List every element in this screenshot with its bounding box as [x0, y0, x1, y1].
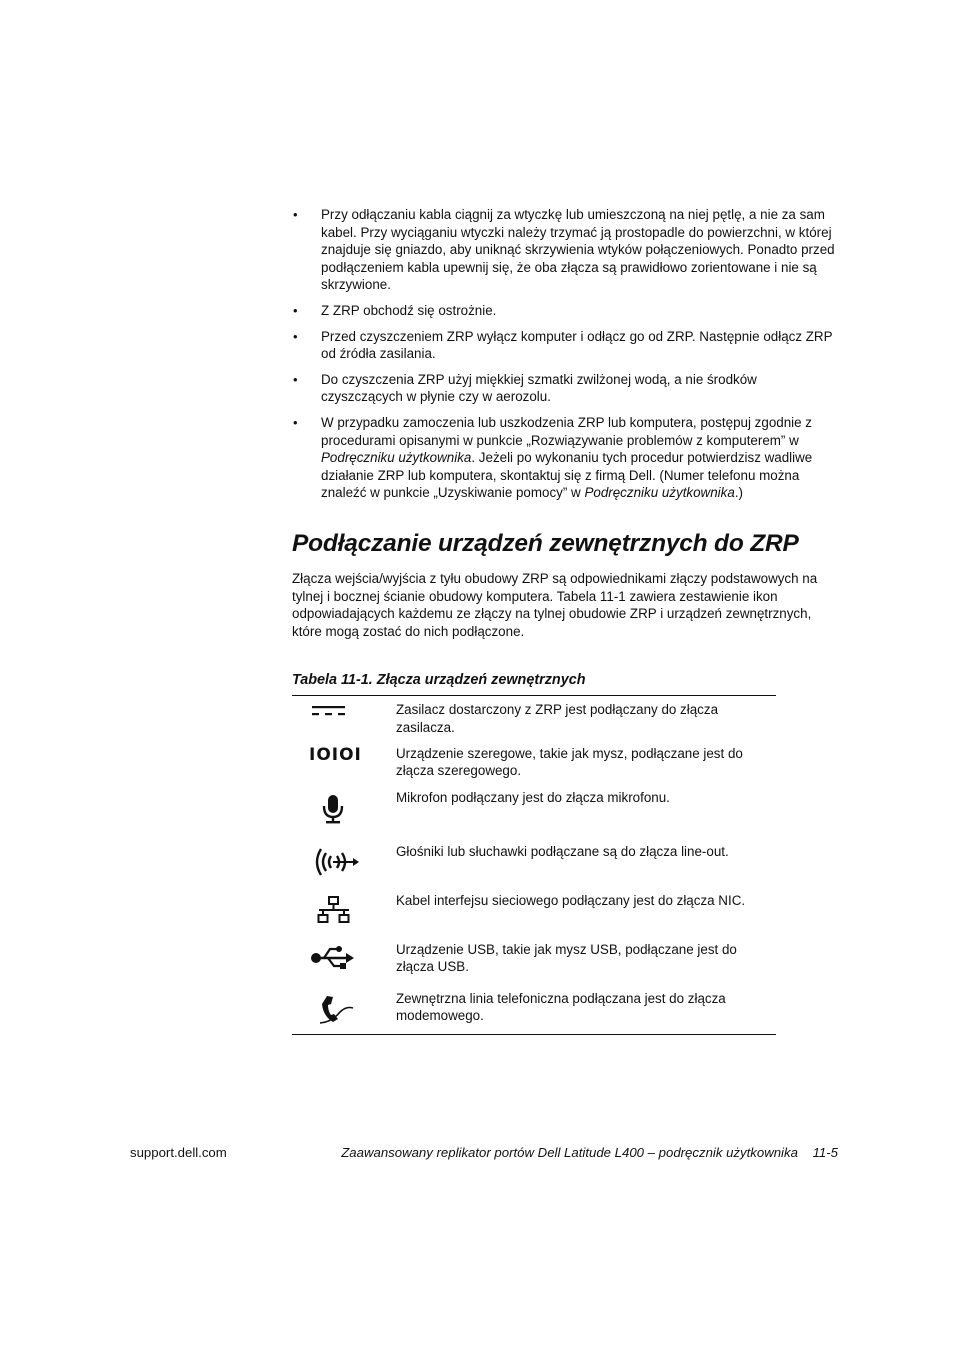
page-content — [292, 206, 840, 1035]
microphone-icon — [292, 789, 396, 824]
bullet-symbol: • — [293, 328, 298, 344]
list-item-text: Przy odłączaniu kabla ciągnij za wtyczkę lub umieszczoną na niej pętlę, a nie za sam kabel. Przy wyciąganiu wtyczki należy trzymać ją prostopadle do powierzchni, w której znajduje się gniazdo, aby uniknąć skrzywienia wtyków połączeniowych. Ponadto przed podłączeniem kabla upewnij się, że oba złącza są prawidłowo zorientowane i nie są skrzywione. — [321, 207, 835, 293]
table-cell-description: Urządzenie USB, takie jak mysz USB, podłączane jest do złącza USB. — [396, 941, 737, 975]
list-item-text: . Jeżeli po wykonaniu tych procedur potwierdzisz wadliwe działanie ZRP lub komputera, skontaktuj się z firmą Dell. (Numer telefonu można znaleźć w punkcie „Uzyskiwanie pomocy” w — [321, 450, 813, 501]
bullet-symbol: • — [293, 371, 298, 387]
manual-reference: Podręczniku użytkownika — [584, 485, 735, 501]
table-row — [292, 892, 776, 941]
connectors-table — [292, 695, 776, 1035]
section-title: Podłączanie urządzeń zewnętrznych do ZRP — [292, 529, 799, 557]
dc-power-icon — [292, 696, 396, 717]
usb-icon — [292, 941, 396, 971]
footer-url: support.dell.com — [130, 1145, 227, 1160]
precautions-list — [292, 206, 840, 502]
table-cell-description: Kabel interfejsu sieciowego podłączany jest do złącza NIC. — [396, 892, 746, 908]
serial-port-icon: IOIOI — [309, 744, 362, 765]
list-item-text: Do czyszczenia ZRP użyj miękkiej szmatki zwilżonej wodą, a nie środków czyszczących w płynie czy w aerozolu. — [321, 371, 757, 405]
table-cell-description: Zewnętrzna linia telefoniczna podłączana jest do złącza modemowego. — [396, 990, 726, 1024]
list-item-text: .) — [734, 485, 743, 501]
table-cell-description: Mikrofon podłączany jest do złącza mikrofonu. — [396, 789, 670, 805]
list-item — [292, 206, 840, 294]
manual-reference: Podręczniku użytkownika — [321, 450, 472, 466]
table-row — [292, 843, 776, 892]
table-cell-description: Głośniki lub słuchawki podłączane są do złącza line-out. — [396, 843, 729, 859]
list-item — [292, 414, 840, 502]
table-cell-description: Zasilacz dostarczony z ZRP jest podłączany do złącza zasilacza. — [396, 702, 719, 735]
bullet-symbol: • — [293, 207, 298, 222]
speaker-line-out-icon — [292, 843, 396, 879]
list-item-text: W przypadku zamoczenia lub uszkodzenia ZRP lub komputera, postępuj zgodnie z procedurami opisanymi w punkcie „Rozwiązywanie problemów z komputerem” w — [321, 414, 813, 448]
table-row — [292, 990, 776, 1035]
table-row — [292, 742, 776, 789]
bullet-symbol: • — [293, 414, 298, 430]
table-cell-description: Urządzenie szeregowe, takie jak mysz, podłączane jest do złącza szeregowego. — [396, 745, 743, 779]
network-icon — [292, 892, 396, 926]
intro-paragraph: Złącza wejścia/wyjścia z tyłu obudowy ZRP są odpowiednikami złączy podstawowych na tylnej i bocznej ścianie obudowy komputera. Tabela 11-1 zawiera zestawienie ikon odpowiadających każdemu ze złączy na tylnej obudowie ZRP i urządzeń zewnętrznych, które mogą zostać do nich podłączone. — [292, 570, 818, 639]
table-row — [292, 696, 776, 742]
table-row — [292, 789, 776, 843]
list-item-text: Przed czyszczeniem ZRP wyłącz komputer i odłącz go od ZRP. Następnie odłącz ZRP od źródła zasilania. — [321, 328, 833, 362]
bullet-symbol: • — [293, 302, 298, 318]
phone-line-icon — [292, 990, 396, 1024]
list-item — [292, 371, 840, 406]
list-item-text: Z ZRP obchodź się ostrożnie. — [321, 302, 497, 318]
table-caption: Tabela 11-1. Złącza urządzeń zewnętrznych — [292, 672, 586, 689]
table-row — [292, 941, 776, 990]
footer-title: Zaawansowany replikator portów Dell Latitude L400 – podręcznik użytkownika 11-5 — [341, 1145, 838, 1160]
list-item — [292, 328, 840, 363]
list-item — [292, 302, 840, 320]
